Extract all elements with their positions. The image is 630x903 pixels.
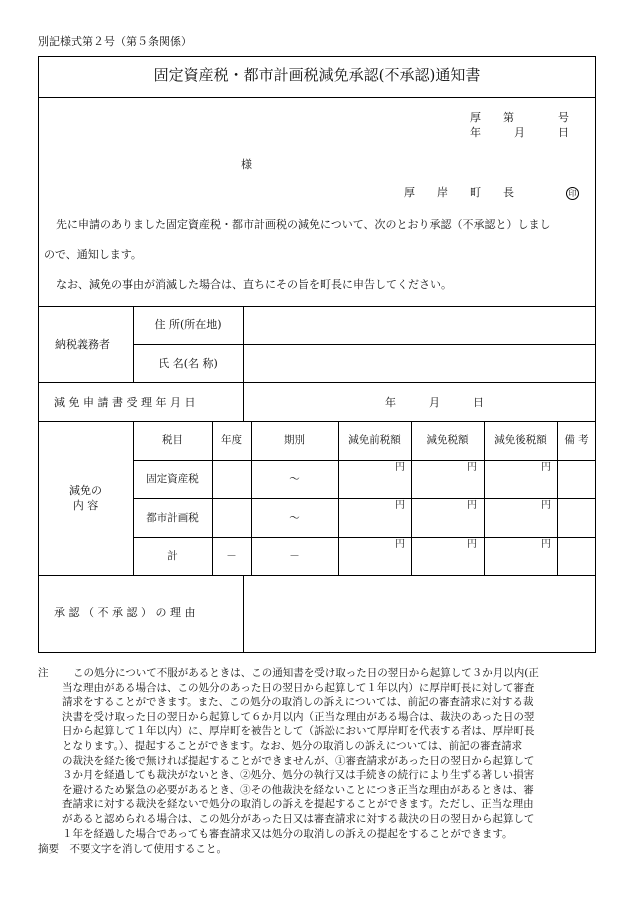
body-paragraph-2: なお、減免の事由が消滅した場合は、直ちにその旨を町長に申告してください。	[56, 278, 452, 291]
note-line: を避けるため緊急の必要があるとき、③その他裁決を経ないことにつき正当な理由があるときは、審	[62, 783, 534, 796]
row2-yen-after: 円	[541, 500, 551, 511]
reason-col-line	[243, 575, 244, 653]
document-number: 厚 第 号	[470, 111, 569, 124]
exemption-label-1: 減免の	[69, 484, 102, 497]
taxpayer-divider	[133, 344, 596, 345]
form-label: 別記様式第２号（第５条関係）	[38, 35, 192, 48]
issuer-name: 厚 岸 町 長	[404, 186, 514, 199]
header-period: 期別	[284, 434, 305, 446]
note-line: となります。）、提起することができます。なお、処分の取消しの訴えについては、前記の審査請求	[62, 739, 523, 752]
note-line: の裁決を経た後で無ければ提起することができませんが、①審査請求があった日の翌日から起算して	[62, 754, 535, 767]
taxpayer-field-line	[243, 306, 244, 382]
seal-mark: 印	[566, 187, 579, 200]
note-line: 当な理由がある場合は、この処分のあった日の翌日から起算して１年以内）に厚岸町長に対して審査	[62, 681, 535, 694]
row-total: 計	[167, 550, 178, 562]
body-paragraph-1: 先に申請のありました固定資産税・都市計画税の減免について、次のとおり承認（不承認と）しまし	[56, 218, 551, 231]
header-year: 年度	[221, 434, 242, 446]
receipt-date-label: 減 免 申 請 書 受 理 年 月 日	[54, 396, 196, 409]
note-line: 決書を受け取った日の翌日から起算して６か月以内（正当な理由がある場合は、裁決のあった日の翌	[62, 710, 535, 723]
addressee-suffix: 様	[241, 158, 252, 171]
row2-yen-before: 円	[395, 500, 405, 511]
name-label: 氏 名(名 称)	[158, 357, 218, 370]
row3-period: －	[289, 550, 300, 562]
row3-yen-before: 円	[395, 539, 405, 550]
header-tax-type: 税目	[162, 434, 183, 446]
row-fixed-asset-tax: 固定資産税	[146, 473, 199, 485]
form-title: 固定資産税・都市計画税減免承認(不承認)通知書	[153, 66, 481, 84]
exemption-header-line	[133, 460, 596, 461]
row3-yen-after: 円	[541, 539, 551, 550]
table-top-line	[38, 306, 596, 307]
header-after-amount: 減免後税額	[494, 434, 547, 446]
note-line: この処分について不服があるときは、この通知書を受け取った日の翌日から起算して３か月以内(正	[73, 667, 539, 679]
body-paragraph-1-cont: ので、通知します。	[44, 248, 142, 261]
row-city-planning-tax: 都市計画税	[146, 512, 199, 524]
header-exempt-amount: 減免税額	[426, 434, 469, 446]
note-line: 査請求に対する裁決を経ないで処分の取消しの訴えを提起することができます。ただし、正当な理由	[62, 798, 534, 811]
reason-top-line	[38, 575, 596, 576]
note-line: ３か月を経過しても裁決がないとき、②処分、処分の執行又は手続きの続行により生ずる著しい損害	[62, 769, 535, 782]
exemption-label-2: 内 容	[72, 499, 99, 512]
header-before-amount: 減免前税額	[348, 434, 401, 446]
row1-period: ～	[289, 473, 300, 485]
exemption-row1-line	[133, 498, 596, 499]
row2-period: ～	[289, 512, 300, 524]
receipt-col-line	[243, 382, 244, 421]
row1-yen-before: 円	[395, 462, 405, 473]
reason-label: 承 認 （ 不 承 認 ） の 理 由	[54, 606, 196, 619]
row3-year: －	[226, 550, 237, 562]
footer-remark: 摘要 不要文字を消して使用すること。	[38, 843, 227, 855]
note-line: 請求をすることができます。また、この処分の取消しの訴えについては、前記の審査請求に対する裁	[62, 696, 534, 709]
header-remarks: 備 考	[564, 434, 589, 446]
note-block	[62, 666, 592, 841]
row1-yen-exempt: 円	[467, 462, 477, 473]
note-line: があると認められる場合は、この処分があった日又は審査請求に対する裁決の日の翌日から起算して	[62, 812, 535, 825]
exemption-top-line	[38, 421, 596, 422]
exemption-row2-line	[133, 537, 596, 538]
taxpayer-label: 納税義務者	[55, 338, 110, 351]
note-label: 注	[38, 667, 49, 679]
row2-yen-exempt: 円	[467, 500, 477, 511]
note-line: １年を経過した場合であっても審査請求又は処分の取消しの訴えの提起をすることができます。	[62, 827, 513, 840]
row1-yen-after: 円	[541, 462, 551, 473]
address-label: 住 所(所在地)	[154, 318, 222, 331]
note-line: 日から起算して１年以内）に、厚岸町を被告として（訴訟において厚岸町を代表する者は、厚岸町長	[62, 725, 535, 738]
receipt-date-value: 年 月 日	[385, 396, 484, 409]
title-divider	[38, 97, 596, 98]
receipt-top-line	[38, 382, 596, 383]
notice-form-frame	[38, 56, 596, 653]
row3-yen-exempt: 円	[467, 539, 477, 550]
issue-date: 年 月 日	[470, 126, 569, 139]
